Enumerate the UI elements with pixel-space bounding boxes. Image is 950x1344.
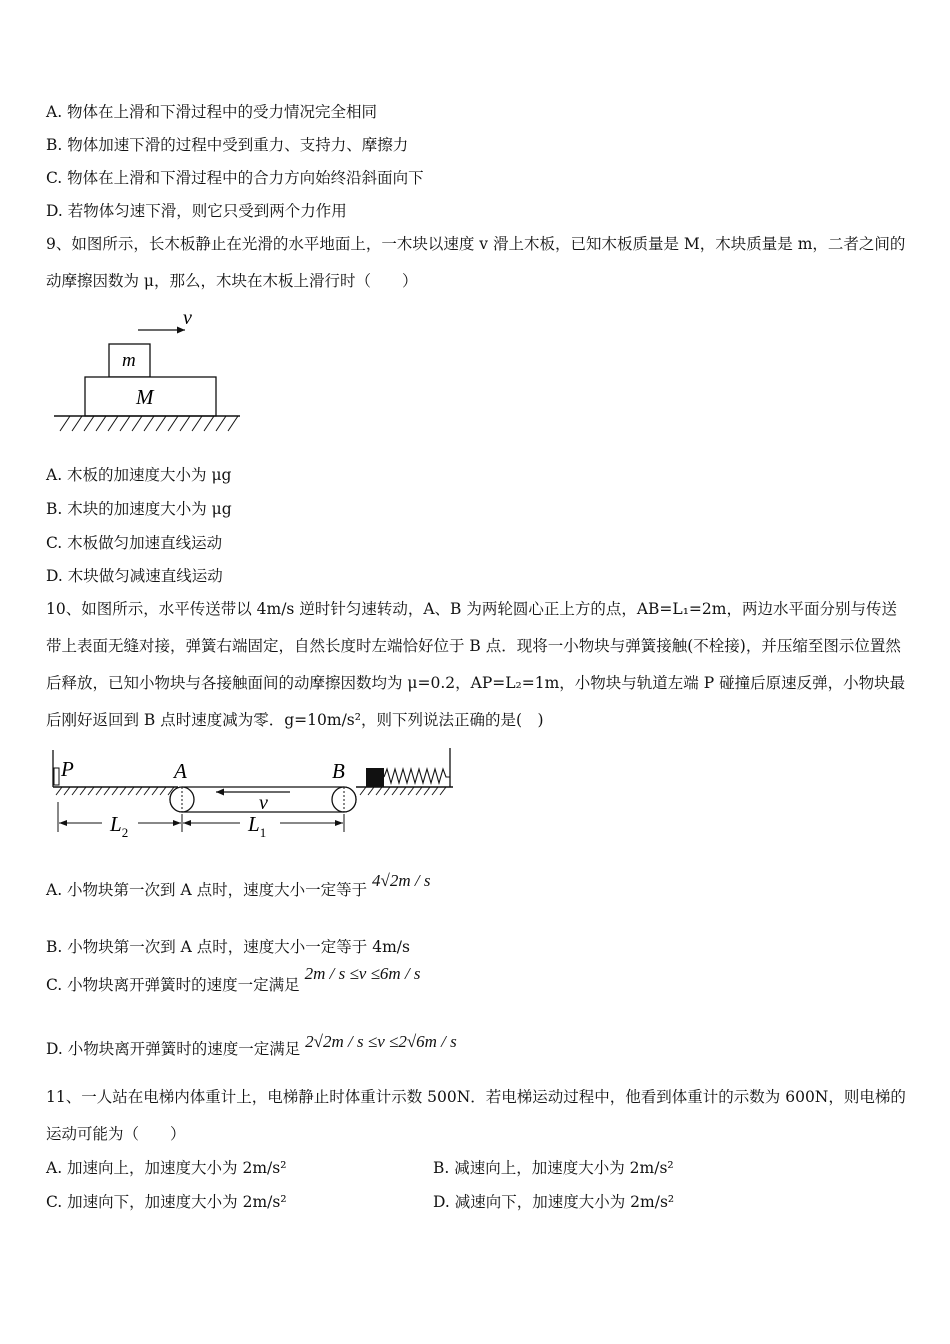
q10-option-b-text: B. 小物块第一次到 A 点时，速度大小一定等于 4m/s (46, 938, 410, 956)
q10-label-l2: $L_2$ (110, 812, 129, 840)
q9-option-b: B. 木块的加速度大小为 μg (46, 500, 232, 518)
q9-ground-hatch (60, 416, 238, 431)
q11-option-b: B. 减速向上，加速度大小为 2m/s² (433, 1159, 674, 1177)
q9-option-d: D. 木块做匀减速直线运动 (46, 567, 223, 585)
q10-label-l2-sub: 2 (121, 825, 129, 840)
q11-stem: 11、一人站在电梯内体重计上，电梯静止时体重计示数 500N．若电梯运动过程中，他看到体重计的示数为 600N，则电梯的运动可能为（ ） (46, 1088, 906, 1143)
q9-board-label: M (136, 385, 154, 409)
q10-option-c-text: C. 小物块离开弹簧时的速度一定满足 (46, 976, 300, 994)
q10-option-a-math: 4√2m / s (372, 871, 431, 890)
q9-option-c: C. 木板做匀加速直线运动 (46, 534, 223, 552)
q10-option-c-math: 2m / s ≤v ≤6m / s (304, 964, 421, 983)
q10-velocity-label: v (259, 792, 268, 814)
q10-label-p: P (61, 757, 74, 781)
q10-option-c (46, 964, 421, 995)
q10-option-b (46, 937, 410, 957)
q10-ground-right-hatch (360, 787, 446, 795)
q9-figure (50, 303, 250, 438)
q10-option-a (46, 871, 431, 900)
q10-label-l1: $L_1$ (248, 812, 267, 840)
q10-figure (48, 742, 458, 847)
q10-small-block (366, 768, 384, 787)
q10-label-l1-sub: 1 (259, 825, 267, 840)
q10-ground-left-hatch (56, 787, 174, 795)
q10-option-d-math: 2√2m / s ≤v ≤2√6m / s (305, 1032, 457, 1051)
q10-label-a: A (174, 759, 187, 783)
q11-option-c: C. 加速向下，加速度大小为 2m/s² (46, 1193, 287, 1211)
q10-option-a-text: A. 小物块第一次到 A 点时，速度大小一定等于 (46, 881, 368, 899)
q11-option-d: D. 减速向下，加速度大小为 2m/s² (433, 1193, 675, 1211)
q10-spring (384, 769, 450, 783)
q8-option-b: B. 物体加速下滑的过程中受到重力、支持力、摩擦力 (46, 136, 409, 154)
q9-block-label: m (122, 350, 136, 371)
q8-option-d: D. 若物体匀速下滑，则它只受到两个力作用 (46, 202, 347, 220)
q11-option-a: A. 加速向上，加速度大小为 2m/s² (46, 1159, 287, 1177)
q10-label-b: B (332, 759, 345, 783)
q10-option-d (46, 1032, 457, 1059)
q10-option-d-text: D. 小物块离开弹簧时的速度一定满足 (46, 1040, 301, 1058)
q8-option-c: C. 物体在上滑和下滑过程中的合力方向始终沿斜面向下 (46, 169, 424, 187)
q9-velocity-label: v (183, 307, 192, 329)
q8-option-a: A. 物体在上滑和下滑过程中的受力情况完全相同 (46, 103, 378, 121)
q10-stem: 10、如图所示，水平传送带以 4m/s 逆时针匀速转动，A、B 为两轮圆心正上方的点，AB=L₁=2m，两边水平面分别与传送带上表面无缝对接，弹簧右端固定，自然长度时左端恰好位于 B 点．现将一小物块与弹簧接触(不栓接)，并压缩至图示位置然后释放，已知小物块与各接触面间的动摩擦因数均为 μ=0.2，AP=L₂=1m，小物块与轨道左端 P 碰撞后原速反弹，小物块最后刚好返回到 B 点时速度减为零．g=10m/s²，则下列说法正确的是( ) (46, 600, 906, 729)
q9-stem: 9、如图所示，长木板静止在光滑的水平地面上，一木块以速度 v 滑上木板，已知木板质量是 M，木块质量是 m，二者之间的动摩擦因数为 μ，那么，木块在木板上滑行时（ ） (46, 235, 906, 290)
q9-option-a: A. 木板的加速度大小为 μg (46, 466, 232, 484)
